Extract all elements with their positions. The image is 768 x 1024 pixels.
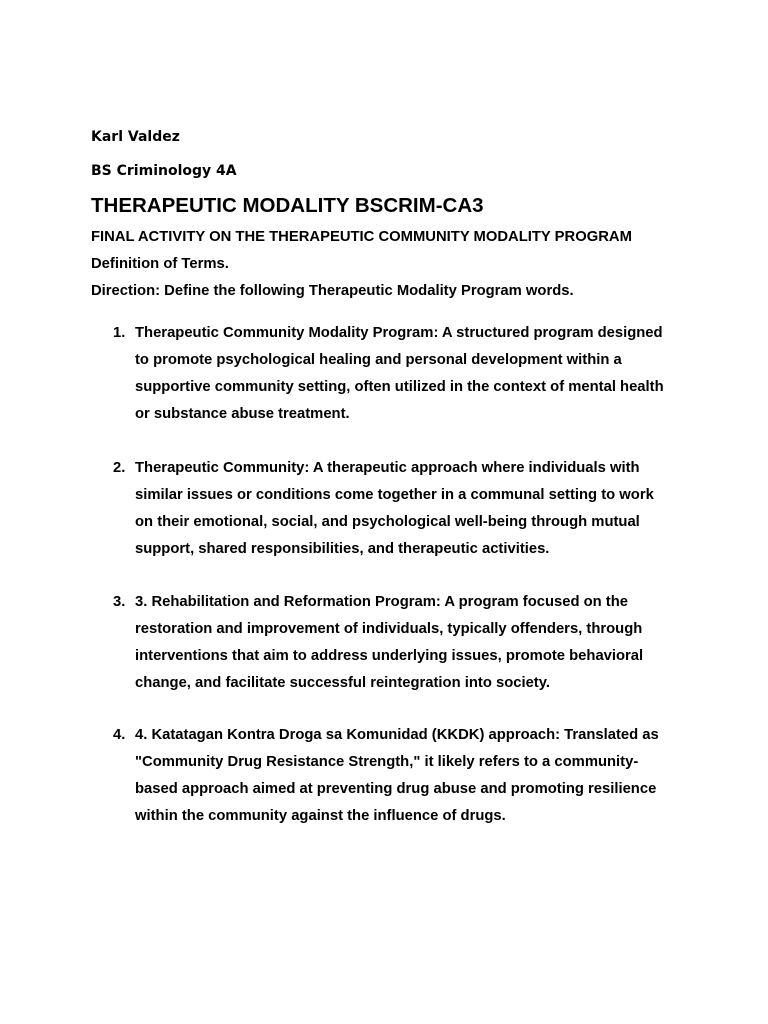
list-item-text bbox=[135, 722, 695, 830]
list-item-line: 4. Katatagan Kontra Droga sa Komunidad (KKDK) approach: Translated as bbox=[135, 727, 659, 743]
list-item-line: or substance abuse treatment. bbox=[135, 406, 350, 422]
list-item-line: interventions that aim to address underlying issues, promote behavioral bbox=[135, 648, 644, 664]
activity-heading: FINAL ACTIVITY ON THE THERAPEUTIC COMMUNITY MODALITY PROGRAM bbox=[91, 229, 632, 245]
list-item-text bbox=[135, 320, 695, 428]
list-item-line: within the community against the influence of drugs. bbox=[135, 808, 506, 824]
list-item-line: Therapeutic Community: A therapeutic approach where individuals with bbox=[135, 460, 640, 476]
list-item-number: 4. bbox=[113, 727, 126, 743]
list-item-number: 3. bbox=[113, 594, 126, 610]
student-name: Karl Valdez bbox=[91, 129, 180, 145]
student-course: BS Criminology 4A bbox=[91, 163, 237, 179]
list-item-line: 3. Rehabilitation and Reformation Program: A program focused on the bbox=[135, 594, 629, 610]
document-title: THERAPEUTIC MODALITY BSCRIM-CA3 bbox=[91, 194, 484, 217]
list-item-text bbox=[135, 589, 695, 697]
list-item-line: supportive community setting, often utilized in the context of mental health bbox=[135, 379, 664, 395]
list-item-line: based approach aimed at preventing drug abuse and promoting resilience bbox=[135, 781, 657, 797]
list-item-line: restoration and improvement of individuals, typically offenders, through bbox=[135, 621, 643, 637]
list-item-line: to promote psychological healing and personal development within a bbox=[135, 352, 622, 368]
list-item-line: "Community Drug Resistance Strength," it likely refers to a community- bbox=[135, 754, 639, 770]
list-item-line: similar issues or conditions come together in a communal setting to work bbox=[135, 487, 654, 503]
list-item-line: on their emotional, social, and psychological well-being through mutual bbox=[135, 514, 640, 530]
section-heading: Definition of Terms. bbox=[91, 256, 229, 272]
list-item-text bbox=[135, 455, 695, 563]
list-item-line: Therapeutic Community Modality Program: A structured program designed bbox=[135, 325, 663, 341]
direction-text: Direction: Define the following Therapeutic Modality Program words. bbox=[91, 283, 574, 299]
list-item-number: 2. bbox=[113, 460, 126, 476]
list-item-number: 1. bbox=[113, 325, 126, 341]
list-item-line: support, shared responsibilities, and therapeutic activities. bbox=[135, 541, 550, 557]
list-item-line: change, and facilitate successful reintegration into society. bbox=[135, 675, 550, 691]
